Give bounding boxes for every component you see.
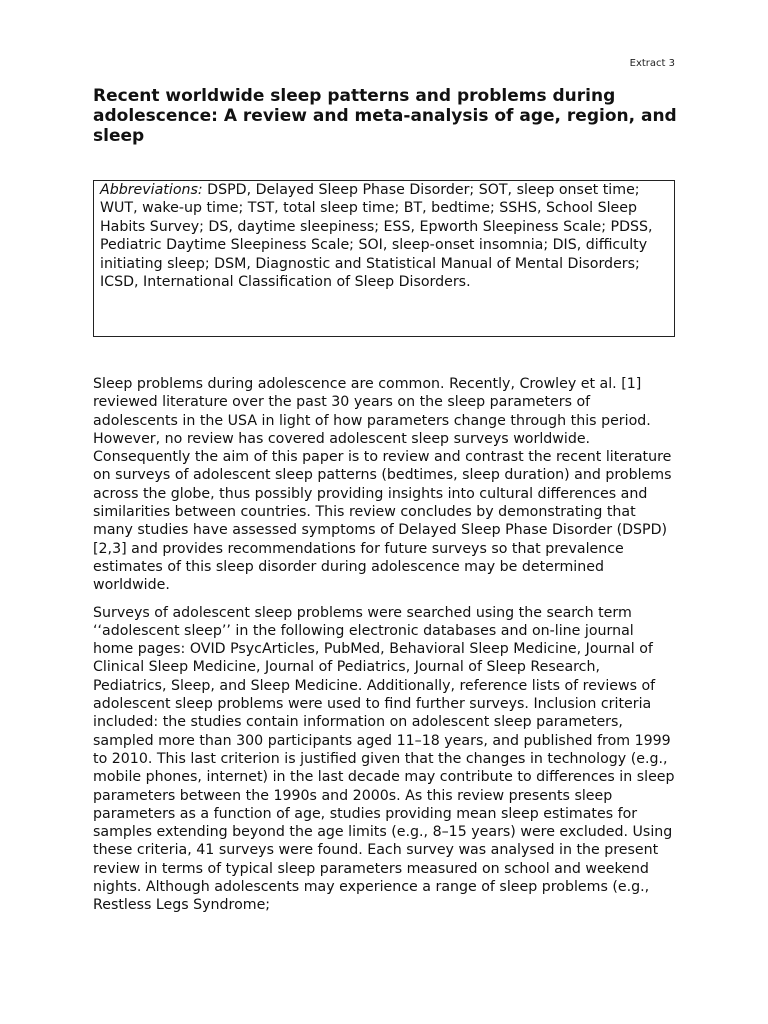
abbreviations-lead: Abbreviations: bbox=[100, 182, 203, 198]
paragraph-1: Sleep problems during adolescence are common. Recently, Crowley et al. [1] reviewed literature over the past 30 years on the sleep parameters of adolescents in the USA in light of how parameters change through this period. However, no review has covered adolescent sleep surveys worldwide. Consequently the aim of this paper is to review and contrast the recent literature on surveys of adolescent sleep patterns (bedtimes, sleep duration) and problems across the globe, thus possibly providing insights into cultural differences and similarities between countries. This review concludes by demonstrating that many studies have assessed symptoms of Delayed Sleep Phase Disorder (DSPD) [2,3] and provides recommendations for future surveys so that prevalence estimates of this sleep disorder during adolescence may be determined worldwide. bbox=[93, 376, 672, 594]
abbreviations-text: DSPD, Delayed Sleep Phase Disorder; SOT, sleep onset time; WUT, wake-up time; TST, total sleep time; BT, bedtime; SSHS, School Sleep Habits Survey; DS, daytime sleepiness; ESS, Epworth Sleepiness Scale; PDSS, Pediatric Daytime Sleepiness Scale; SOI, sleep-onset insomnia; DIS, difficulty initiating sleep; DSM, Diagnostic and Statistical Manual of Mental Disorders; ICSD, International Classification of Sleep Disorders. bbox=[100, 182, 653, 291]
article-title: Recent worldwide sleep patterns and problems during adolescence: A review and meta-analysis of age, region, and sleep bbox=[93, 86, 677, 146]
extract-label: Extract 3 bbox=[629, 58, 675, 69]
paragraph-2: Surveys of adolescent sleep problems were searched using the search term ‘‘adolescent sleep’’ in the following electronic databases and on-line journal home pages: OVID PsycArticles, PubMed, Behavioral Sleep Medicine, Journal of Clinical Sleep Medicine, Journal of Pediatrics, Journal of Sleep Research, Pediatrics, Sleep, and Sleep Medicine. Additionally, reference lists of reviews of adolescent sleep problems were used to find further surveys. Inclusion criteria included: the studies contain information on adolescent sleep parameters, sampled more than 300 participants aged 11–18 years, and published from 1999 to 2010. This last criterion is justified given that the changes in technology (e.g., mobile phones, internet) in the last decade may contribute to differences in sleep parameters between the 1990s and 2000s. As this review presents sleep parameters as a function of age, studies providing mean sleep estimates for samples extending beyond the age limits (e.g., 8–15 years) were excluded. Using these criteria, 41 surveys were found. Each survey was analysed in the present review in terms of typical sleep parameters measured on school and weekend nights. Although adolescents may experience a range of sleep problems (e.g., Restless Legs Syndrome; bbox=[93, 604, 675, 914]
body-text bbox=[93, 375, 677, 924]
abbreviations-box bbox=[93, 180, 675, 337]
